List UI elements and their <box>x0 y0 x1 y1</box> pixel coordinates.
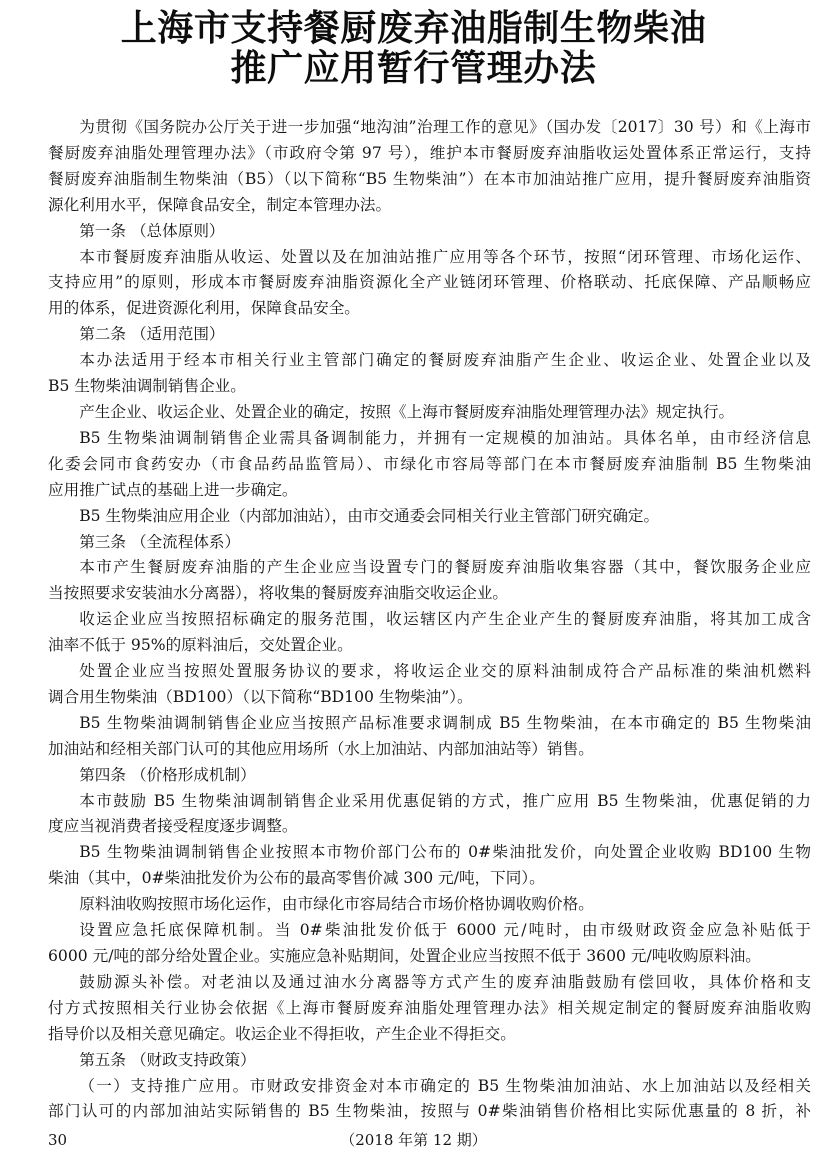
paragraph <box>48 348 811 400</box>
paragraph-line: 原料油收购按照市场化运作，由市绿化市容局结合市场价格协调收购价格。 <box>79 895 594 914</box>
article-title: （全流程体系） <box>130 532 241 551</box>
paragraph-line: 支持应用”的原则，形成本市餐厨废弃油脂资源化全产业链闭环管理、价格联动、托底保障、产品顺畅应 <box>48 273 811 292</box>
paragraph-line: 化委会同市食药安办（市食品药品监管局）、市绿化市容局等部门在本市餐厨废弃油脂制 B5 生物柴油 <box>48 454 811 473</box>
paragraph <box>48 426 811 504</box>
paragraph-line: 加油站和经相关部门认可的其他应用场所（水上加油站、内部加油站等）销售。 <box>48 739 594 758</box>
article-number: 第三条 <box>79 532 126 551</box>
paragraph-line: 本市餐厨废弃油脂从收运、处置以及在加油站推广应用等各个环节，按照“闭环管理、市场化运作、 <box>79 247 811 266</box>
paragraph-line: B5 生物柴油调制销售企业应当按照产品标准要求调制成 B5 生物柴油，在本市确定的 B5 生物柴油 <box>79 713 811 732</box>
paragraph <box>48 245 811 323</box>
article-heading <box>48 1048 811 1074</box>
paragraph <box>48 555 811 607</box>
paragraph-line: 源化利用水平，保障食品安全，制定本管理办法。 <box>48 195 392 214</box>
paragraph <box>48 607 811 659</box>
paragraph-line: 本市鼓励 B5 生物柴油调制销售企业采用优惠促销的方式，推广应用 B5 生物柴油，优惠促销的力 <box>79 791 811 810</box>
paragraph-line: 当按照要求安装油水分离器），将收集的餐厨废弃油脂交收运企业。 <box>48 584 509 603</box>
paragraph-line: 用的体系，促进资源化利用，保障食品安全。 <box>48 299 360 318</box>
article-title: （价格形成机制） <box>130 765 256 784</box>
paragraph <box>48 892 811 918</box>
paragraph-line: B5 生物柴油调制销售企业需具备调制能力，并拥有一定规模的加油站。具体名单，由市经济信息 <box>79 428 811 447</box>
paragraph-line: B5 生物柴油调制销售企业按照本市物价部门公布的 0#柴油批发价，向处置企业收购 BD100 生物 <box>79 843 811 862</box>
paragraph-line: 调合用生物柴油（BD100）（以下简称“BD100 生物柴油”）。 <box>48 687 473 706</box>
article-title: （适用范围） <box>130 325 225 344</box>
paragraph <box>48 789 811 841</box>
paragraph-line: 付方式按照相关行业协会依据《上海市餐厨废弃油脂处理管理办法》相关规定制定的餐厨废弃油脂收购 <box>48 998 811 1017</box>
paragraph <box>48 840 811 892</box>
paragraph-line: 餐厨废弃油脂制生物柴油（B5）（以下简称“B5 生物柴油”）在本市加油站推广应用，提升餐厨废弃油脂资 <box>48 169 811 188</box>
paragraph-line: 油率不低于 95%的原料油后，交处置企业。 <box>48 636 353 655</box>
article-number: 第二条 <box>79 325 126 344</box>
paragraph-line: 设置应急托底保障机制。当 0#柴油批发价低于 6000 元/吨时，由市级财政资金应急补贴低于 <box>79 921 811 940</box>
paragraph-line: 收运企业应当按照招标确定的服务范围，收运辖区内产生企业产生的餐厨废弃油脂，将其加工成含 <box>79 610 811 629</box>
paragraph-line: 本市产生餐厨废弃油脂的产生企业应当设置专门的餐厨废弃油脂收集容器（其中，餐饮服务企业应 <box>79 558 811 577</box>
paragraph-line: 应用推广试点的基础上进一步确定。 <box>48 480 298 499</box>
paragraph-line: 餐厨废弃油脂处理管理办法》（市政府令第 97 号），维护本市餐厨废弃油脂收运处置体系正常运行，支持 <box>48 143 811 162</box>
document-title <box>0 8 827 88</box>
paragraph-line: B5 生物柴油调制销售企业。 <box>48 377 246 396</box>
paragraph <box>48 115 811 219</box>
paragraph-line: 柴油（其中，0#柴油批发价为公布的最高零售价减 300 元/吨，下同）。 <box>48 869 545 888</box>
article-heading <box>48 530 811 556</box>
paragraph-line: 度应当视消费者接受程度逐步调整。 <box>48 817 298 836</box>
paragraph <box>48 1074 811 1126</box>
article-number: 第一条 <box>79 221 126 240</box>
document-body <box>48 115 811 1125</box>
paragraph-line: 部门认可的内部加油站实际销售的 B5 生物柴油，按照与 0#柴油销售价格相比实际优惠量的 8 折，补 <box>48 1102 811 1121</box>
paragraph-line: 产生企业、收运企业、处置企业的确定，按照《上海市餐厨废弃油脂处理管理办法》规定执行。 <box>79 402 735 421</box>
paragraph <box>48 400 811 426</box>
article-title: （总体原则） <box>130 221 225 240</box>
article-heading <box>48 322 811 348</box>
article-number: 第四条 <box>79 765 126 784</box>
issue-label: （2018 年第 12 期） <box>340 1131 487 1149</box>
page-number: 30 <box>48 1131 68 1149</box>
paragraph <box>48 659 811 711</box>
paragraph-line: B5 生物柴油应用企业（内部加油站），由市交通委会同相关行业主管部门研究确定。 <box>79 506 660 525</box>
paragraph-line: 处置企业应当按照处置服务协议的要求，将收运企业交的原料油制成符合产品标准的柴油机燃料 <box>79 662 811 681</box>
paragraph-line: 指导价以及相关意见确定。收运企业不得拒收，产生企业不得拒交。 <box>48 1024 516 1043</box>
article-number: 第五条 <box>79 1050 126 1069</box>
paragraph <box>48 711 811 763</box>
paragraph <box>48 918 811 970</box>
paragraph-line: 鼓励源头补偿。对老油以及通过油水分离器等方式产生的废弃油脂鼓励有偿回收，具体价格和支 <box>79 972 811 991</box>
article-title: （财政支持政策） <box>130 1050 256 1069</box>
document-title-line-1: 上海市支持餐厨废弃油脂制生物柴油 <box>120 7 707 49</box>
paragraph-line: 本办法适用于经本市相关行业主管部门确定的餐厨废弃油脂产生企业、收运企业、处置企业以及 <box>79 351 811 370</box>
paragraph <box>48 504 811 530</box>
paragraph-line: 为贯彻《国务院办公厅关于进一步加强“地沟油”治理工作的意见》（国办发〔2017〕30 号）和《上海市 <box>79 118 811 136</box>
paragraph-line: （一）支持推广应用。市财政安排资金对本市确定的 B5 生物柴油加油站、水上加油站以及经相关 <box>79 1076 811 1095</box>
document-title-line-2: 推广应用暂行管理办法 <box>230 47 597 89</box>
paragraph-line: 6000 元/吨的部分给处置企业。实施应急补贴期间，处置企业应当按照不低于 3600 元/吨收购原料油。 <box>48 947 761 965</box>
article-heading <box>48 763 811 789</box>
article-heading <box>48 219 811 245</box>
paragraph <box>48 970 811 1048</box>
